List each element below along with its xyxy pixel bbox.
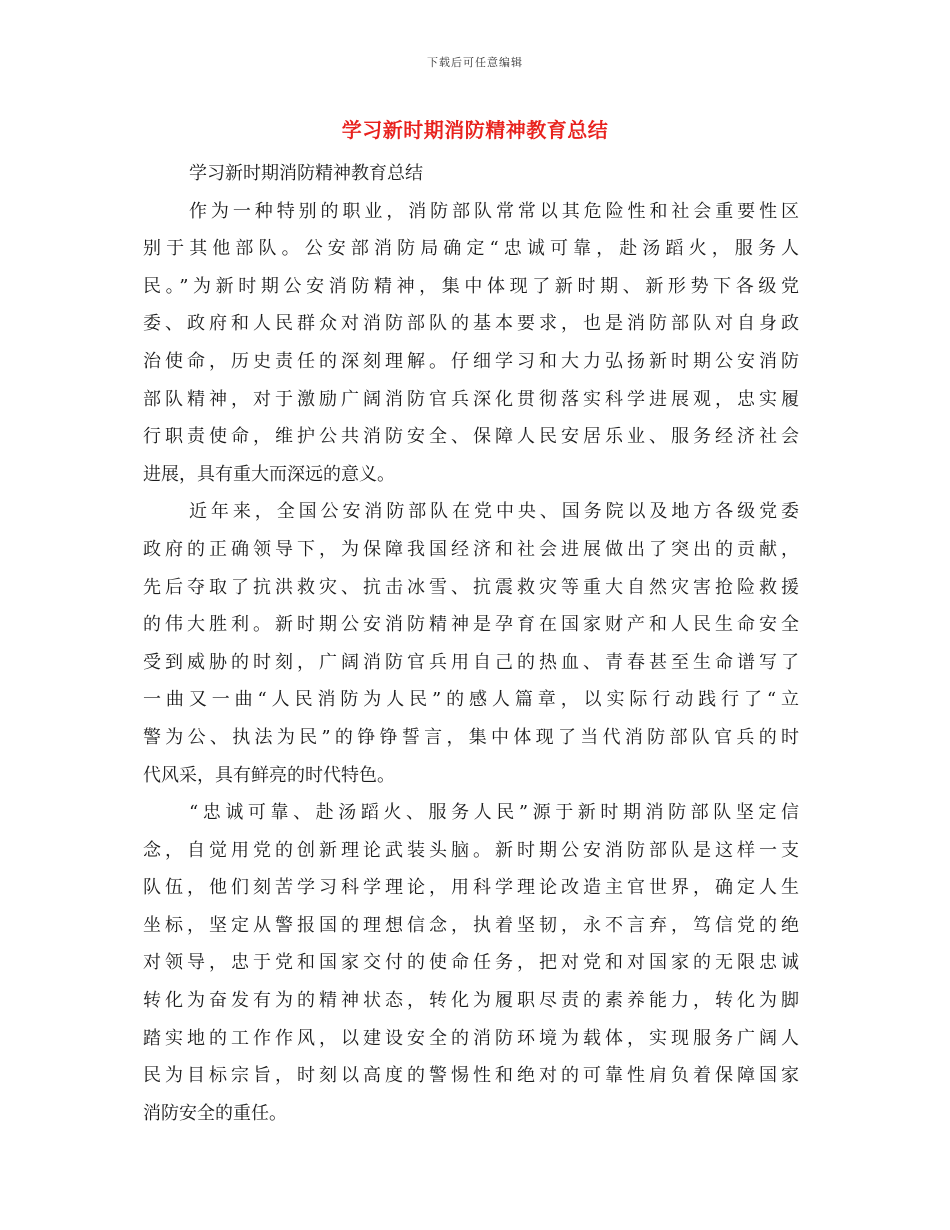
paragraph-line: 先后夺取了抗洪救灾、抗击冰雪、抗震救灾等重大自然灾害抢险救援 <box>143 576 799 598</box>
paragraph-line: 消防安全的重任。 <box>143 1102 287 1124</box>
paragraph-line: 受到威胁的时刻，广阔消防官兵用自己的热血、青春甚至生命谱写了 <box>143 651 799 673</box>
paragraph-line: 民为目标宗旨，时刻以高度的警惕性和绝对的可靠性肩负着保障国家 <box>143 1065 799 1087</box>
document-subtitle: 学习新时期消防精神教育总结 <box>189 163 423 184</box>
paragraph-line: 坐标，坚定从警报国的理想信念，执着坚韧，永不言弃，笃信党的绝 <box>143 914 799 936</box>
paragraph-line: “忠诚可靠、赴汤蹈火、服务人民”源于新时期消防部队坚定信 <box>189 802 799 824</box>
document-body <box>143 155 799 1132</box>
paragraph-line: 别于其他部队。公安部消防局确定“忠诚可靠，赴汤蹈火，服务人 <box>143 238 799 260</box>
paragraph <box>143 493 799 794</box>
paragraph-line: 踏实地的工作作风，以建设安全的消防环境为载体，实现服务广阔人 <box>143 1027 799 1049</box>
paragraph <box>143 794 799 1132</box>
paragraph-line: 委、政府和人民群众对消防部队的基本要求，也是消防部队对自身政 <box>143 313 799 335</box>
paragraph-line: 队伍，他们刻苦学习科学理论，用科学理论改造主官世界，确定人生 <box>143 877 799 899</box>
paragraph-line: 民。”为新时期公安消防精神，集中体现了新时期、新形势下各级党 <box>143 275 799 297</box>
paragraph-line: 转化为奋发有为的精神状态，转化为履职尽责的素养能力，转化为脚 <box>143 990 799 1012</box>
header-note: 下载后可任意编辑 <box>427 56 523 69</box>
paragraph-line: 对领导，忠于党和国家交付的使命任务，把对党和对国家的无限忠诚 <box>143 952 799 974</box>
document-title: 学习新时期消防精神教育总结 <box>341 118 609 142</box>
paragraph-line: 的伟大胜利。新时期公安消防精神是孕育在国家财产和人民生命安全 <box>143 614 799 636</box>
paragraph-line: 行职责使命，维护公共消防安全、保障人民安居乐业、服务经济社会 <box>143 426 799 448</box>
paragraph-line: 治使命，历史责任的深刻理解。仔细学习和大力弘扬新时期公安消防 <box>143 350 799 372</box>
paragraph-line: 部队精神，对于激励广阔消防官兵深化贯彻落实科学进展观，忠实履 <box>143 388 799 410</box>
paragraph-line: 近年来，全国公安消防部队在党中央、国务院以及地方各级党委 <box>189 501 799 523</box>
paragraph <box>143 193 799 494</box>
paragraph-line: 政府的正确领导下，为保障我国经济和社会进展做出了突出的贡献， <box>143 538 799 560</box>
paragraph-line: 作为一种特别的职业，消防部队常常以其危险性和社会重要性区 <box>189 200 799 222</box>
paragraph-line: 进展，具有重大而深远的意义。 <box>143 463 395 485</box>
paragraph-line: 代风采，具有鲜亮的时代特色。 <box>143 764 395 786</box>
paragraph-line: 警为公、执法为民”的铮铮誓言，集中体现了当代消防部队官兵的时 <box>143 726 799 748</box>
paragraph-line: 念，自觉用党的创新理论武装头脑。新时期公安消防部队是这样一支 <box>143 839 799 861</box>
paragraph-line: 一曲又一曲“人民消防为人民”的感人篇章，以实际行动践行了“立 <box>143 689 799 711</box>
